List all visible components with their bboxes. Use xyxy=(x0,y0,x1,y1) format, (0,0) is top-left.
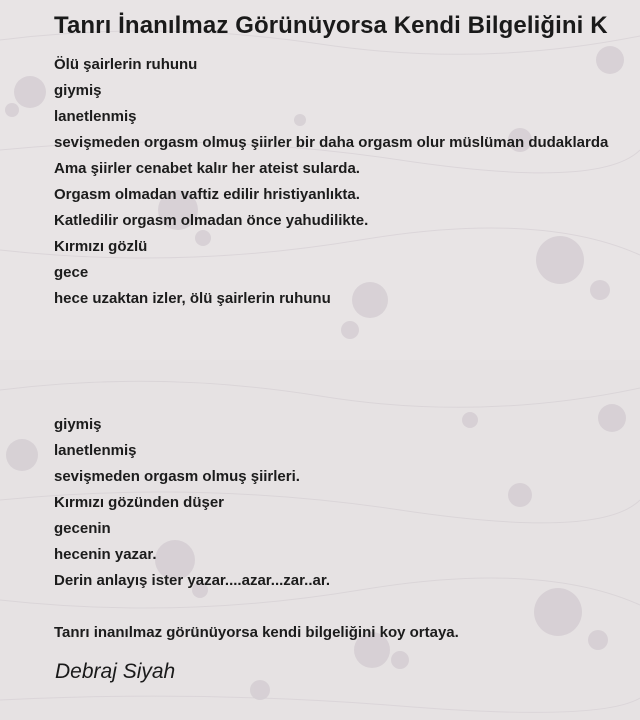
poem-line: Tanrı inanılmaz görünüyorsa kendi bilgeliğini koy ortaya. xyxy=(54,624,459,641)
poem-title: Tanrı İnanılmaz Görünüyorsa Kendi Bilgeliğini K xyxy=(54,12,608,39)
poem-line: Derin anlayış ister yazar....azar...zar..ar. xyxy=(54,572,331,589)
poem-line: Kırmızı gözlü xyxy=(54,238,148,255)
poem-line: sevişmeden orgasm olmuş şiirleri. xyxy=(54,468,300,485)
poem-line: giymiş xyxy=(54,82,102,99)
poem-line: gecenin xyxy=(54,520,111,537)
poem-stanza-3 xyxy=(54,620,459,646)
poem-line: hecenin yazar. xyxy=(54,546,157,563)
poem-line: Orgasm olmadan vaftiz edilir hristiyanlıkta. xyxy=(54,186,360,203)
poem-stanza-2 xyxy=(54,412,330,594)
poem-line: giymiş xyxy=(54,416,102,433)
poem-line: lanetlenmiş xyxy=(54,108,137,125)
poem-line: sevişmeden orgasm olmuş şiirler bir daha orgasm olur müslüman dudaklarda xyxy=(54,134,609,151)
poem-line: Ölü şairlerin ruhunu xyxy=(54,56,198,73)
poem-stanza-1 xyxy=(54,52,608,312)
poem-line: hece uzaktan izler, ölü şairlerin ruhunu xyxy=(54,290,331,307)
poem-line: gece xyxy=(54,264,89,281)
poem-line: Ama şiirler cenabet kalır her ateist sularda. xyxy=(54,160,360,177)
poem-author: Debraj Siyah xyxy=(55,660,176,683)
poem-line: lanetlenmiş xyxy=(54,442,137,459)
poem-line: Katledilir orgasm olmadan önce yahudilikte. xyxy=(54,212,369,229)
poem-line: Kırmızı gözünden düşer xyxy=(54,494,225,511)
